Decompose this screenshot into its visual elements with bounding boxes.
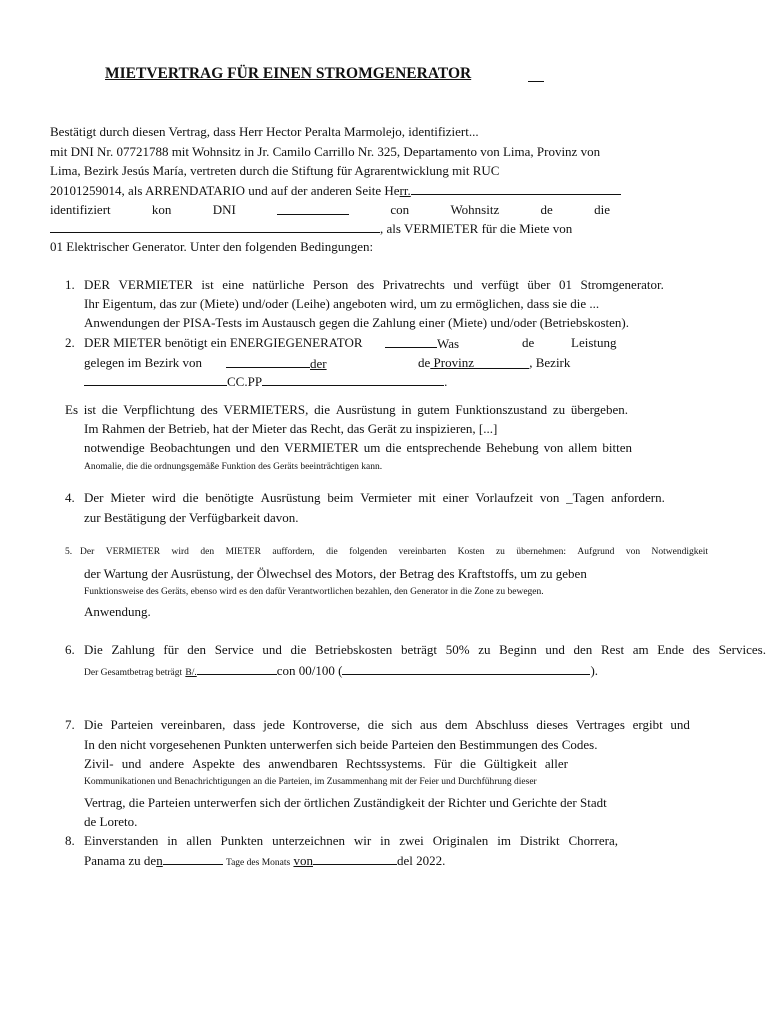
lessor-address-field[interactable] <box>50 220 380 233</box>
clause-7-line-2: In den nicht vorgesehenen Punkten unterwerfen sich beide Parteien den Bestimmungen des Codes. <box>84 737 598 752</box>
c4w5: Ausrüstung <box>260 490 321 505</box>
c3b1: Beobachtungen <box>149 440 231 455</box>
c1w2: ist <box>201 277 214 292</box>
c3w11: zu <box>552 402 566 417</box>
c5w0: Der <box>80 547 95 557</box>
w-con: con <box>390 202 410 217</box>
clause-2-line-1b <box>385 335 459 352</box>
c6-total-label: Der Gesamtbetrag beträgt <box>84 668 183 678</box>
c6w13: den <box>573 642 593 657</box>
clause-4-line-2: zur Bestätigung der Verfügbarkeit davon. <box>84 510 299 525</box>
w-de: de <box>540 202 553 217</box>
clause-7-line-1 <box>84 717 690 733</box>
c1w1: VERMIETER <box>118 277 193 292</box>
c2-ccpp: CC.PP <box>227 374 263 389</box>
clause-5-line-3: Funktionsweise des Geräts, ebenso wird es den dafür Verantwortlichen bezahlen, den Generator in die Zone zu bewegen. <box>84 587 544 597</box>
clause-2-line-2c <box>418 355 570 371</box>
c7w13: ergibt <box>632 717 663 732</box>
c3w12: übergeben. <box>570 402 628 417</box>
c5w14: Notwendigkeit <box>651 547 708 557</box>
c7w14: und <box>670 717 690 732</box>
c8w2: allen <box>186 833 212 848</box>
c7w3: dass <box>233 717 256 732</box>
c5w11: übernehmen: <box>516 547 566 557</box>
c7w1: Parteien <box>110 717 154 732</box>
c1w11: 01 <box>558 277 572 292</box>
c3b8: Behebung <box>485 440 539 455</box>
c3b5: um <box>363 440 381 455</box>
c4w6: beim <box>327 490 354 505</box>
c7w9: dem <box>445 717 468 732</box>
clause-7-line-6: de Loreto. <box>84 814 138 829</box>
ccpp-field[interactable] <box>262 373 444 386</box>
c4w13: anfordern. <box>611 490 665 505</box>
c5w7: folgenden <box>349 547 388 557</box>
clause-1-number: 1. <box>65 277 75 292</box>
c7w12: Vertrages <box>575 717 625 732</box>
c7b5: anwendbaren <box>268 756 338 771</box>
c3w9: gutem <box>417 402 450 417</box>
clause-8-number: 8. <box>65 833 75 848</box>
c3w2: die <box>101 402 118 417</box>
c4w4: benötigte <box>205 490 254 505</box>
c5w4: MIETER <box>225 547 261 557</box>
c7w10: Abschluss <box>475 717 529 732</box>
clause-2-line-1a: DER MIETER benötigt ein ENERGIEGENERATOR <box>84 335 363 350</box>
c1w4: natürliche <box>252 277 305 292</box>
c8-panama: Panama zu de <box>84 853 157 868</box>
c7w8: aus <box>420 717 438 732</box>
c8-year: del 2022. <box>396 853 446 868</box>
clause-5-number: 5. <box>65 547 73 557</box>
lessor-name-field[interactable] <box>411 182 621 195</box>
c3b3: den <box>260 440 280 455</box>
c7w0: Die <box>84 717 103 732</box>
c7b8: die <box>460 756 476 771</box>
c1w6: des <box>356 277 375 292</box>
c5w10: zu <box>495 547 505 557</box>
c3b11: bitten <box>602 440 632 455</box>
c6w16: Ende <box>657 642 684 657</box>
c8w1: in <box>167 833 178 848</box>
clause-1-line-3: Anwendungen der PISA-Tests im Austausch gegen die Zahlung einer (Miete) und/oder (Betriebskosten). <box>84 315 629 330</box>
c6w9: 50% <box>445 642 470 657</box>
c2-was: Was <box>437 336 460 351</box>
clause-6-number: 6. <box>65 642 75 657</box>
c7w7: sich <box>391 717 413 732</box>
c6w15: am <box>632 642 649 657</box>
c3b6: die <box>385 440 402 455</box>
c8w3: Punkten <box>220 833 264 848</box>
clause-8-line-2 <box>84 852 445 869</box>
c7w2: vereinbaren, <box>160 717 226 732</box>
clause-2-de: de <box>522 335 535 350</box>
clause-8-line-1 <box>84 833 618 849</box>
c4w0: Der <box>84 490 104 505</box>
lessor-dni-field[interactable] <box>277 202 349 215</box>
c8w0: Einverstanden <box>84 833 159 848</box>
c5w8: vereinbarten <box>398 547 447 557</box>
clause-7-number: 7. <box>65 717 75 732</box>
clause-2-line-2a: gelegen im Bezirk von <box>84 355 203 370</box>
clause-3-line-3 <box>84 440 632 456</box>
c5w13: von <box>625 547 641 557</box>
c6w6: die <box>290 642 307 657</box>
total-amount-field[interactable] <box>197 662 277 675</box>
generator-model-field[interactable] <box>385 335 437 348</box>
intro-line-4 <box>50 182 621 199</box>
c7w11: dieses <box>536 717 569 732</box>
clause-6-line-1 <box>84 642 766 658</box>
c3w8: in <box>401 402 412 417</box>
c3w10: Funktionszustand <box>455 402 548 417</box>
c3b9: von <box>543 440 564 455</box>
clause-5-line-1 <box>80 546 708 558</box>
c6w18: Services. <box>718 642 766 657</box>
c7b9: Gültigkeit <box>484 756 537 771</box>
c3w4: des <box>200 402 218 417</box>
intro-line-6-text: , als VERMIETER für die Miete von <box>380 221 573 236</box>
clause-1-line-1 <box>84 277 664 293</box>
day-field[interactable] <box>163 852 223 865</box>
c6w7: Betriebskosten <box>315 642 393 657</box>
c6w17: des <box>692 642 710 657</box>
intro-line-3-text: Lima, Bezirk Jesús María, vertreten durch die Stiftung für Agrarentwicklung mit RUC <box>50 163 500 178</box>
intro-line-6 <box>50 220 572 237</box>
c7b1: und <box>121 756 142 771</box>
c6w11: Beginn <box>499 642 537 657</box>
c3w3: Verpflichtung <box>123 402 195 417</box>
c6w2: für <box>163 642 179 657</box>
c8w10: Distrikt <box>519 833 560 848</box>
c7w4: jede <box>263 717 285 732</box>
c6-close: ). <box>590 663 599 678</box>
c3w0: Es <box>65 402 78 417</box>
c3w1: ist <box>83 402 96 417</box>
c8w6: in <box>380 833 391 848</box>
c8w9: im <box>497 833 511 848</box>
c1w5: Person <box>312 277 349 292</box>
c6w14: Rest <box>600 642 625 657</box>
c1w10: über <box>527 277 551 292</box>
amount-in-words-field[interactable] <box>342 662 590 675</box>
c7b6: Rechtssystems. <box>345 756 426 771</box>
clause-5-line-2: der Wartung der Ausrüstung, der Ölwechsel des Motors, der Betrag des Kraftstoffs, um zu geben <box>84 566 587 581</box>
c1w3: eine <box>222 277 244 292</box>
c4w9: einer <box>442 490 469 505</box>
month-field[interactable] <box>313 852 397 865</box>
c1w8: und <box>453 277 473 292</box>
c8w7: zwei <box>399 833 424 848</box>
c4w11: von <box>539 490 560 505</box>
c8w5: wir <box>353 833 372 848</box>
clause-6-line-2 <box>84 662 598 679</box>
c6-currency: B/. <box>185 668 197 678</box>
c8-von: von <box>293 853 313 868</box>
c3b0: notwendige <box>84 440 145 455</box>
clause-3-line-2: Im Rahmen der Betrieb, hat der Mieter das Recht, das Gerät zu inspizieren, [...] <box>84 421 498 436</box>
clause-4-line-1 <box>84 490 665 506</box>
intro-line-4-rr: rr. <box>399 183 411 198</box>
title-underline-tail <box>528 66 544 82</box>
intro-line-4-text: 20101259014, als ARRENDATARIO und auf der anderen Seite He <box>50 183 400 198</box>
district-field[interactable] <box>226 355 310 368</box>
w-dni: DNI <box>212 202 236 217</box>
c5w3: den <box>200 547 215 557</box>
c1w0: DER <box>84 277 110 292</box>
clause-4-number: 4. <box>65 490 75 505</box>
days-field[interactable]: _Tagen <box>566 490 605 505</box>
c4w10: Vorlaufzeit <box>475 490 533 505</box>
c3b2: und <box>235 440 256 455</box>
c7b0: Zivil- <box>84 756 114 771</box>
c4w1: Mieter <box>110 490 146 505</box>
c2-de2: de <box>418 355 431 370</box>
c8w4: unterzeichnen <box>272 833 345 848</box>
c6w10: zu <box>478 642 491 657</box>
clause-2-number: 2. <box>65 335 75 350</box>
intro-line-2-text: mit DNI Nr. 07721788 mit Wohnsitz in Jr. Camilo Carrillo Nr. 325, Departamento von Lima, Provinz von <box>50 144 601 159</box>
bezirk-field[interactable] <box>84 373 227 386</box>
c5w2: wird <box>171 547 189 557</box>
c2-der: der <box>310 356 327 371</box>
c3b10: allem <box>568 440 598 455</box>
c2-dot: . <box>444 374 448 389</box>
w-wohnsitz: Wohnsitz <box>450 202 500 217</box>
c4w2: wird <box>151 490 176 505</box>
c6w8: beträgt <box>400 642 438 657</box>
intro-line-7: 01 Elektrischer Generator. Unter den folgenden Bedingungen: <box>50 239 374 254</box>
c5w5: auffordern, <box>272 547 315 557</box>
c2-provinz: Provinz <box>433 355 474 370</box>
c4w3: die <box>182 490 199 505</box>
c1w12: Stromgenerator. <box>580 277 664 292</box>
c5w12: Aufgrund <box>577 547 615 557</box>
intro-line-1: Bestätigt durch diesen Vertrag, dass Herr Hector Peralta Marmolejo, identifiziert... <box>50 124 479 139</box>
clause-3-line-4: Anomalie, die die ordnungsgemäße Funktion des Geräts beeinträchtigen kann. <box>84 462 383 472</box>
w-kon: kon <box>151 202 172 217</box>
c7b4: des <box>242 756 261 771</box>
c3b4: VERMIETER <box>284 440 359 455</box>
c6w12: und <box>545 642 565 657</box>
intro-line-5 <box>50 202 610 218</box>
c8-tage: Tage des Monats <box>225 858 291 868</box>
clause-2-leistung: Leistung <box>571 335 617 350</box>
c2-bezirk: , Bezirk <box>529 355 571 370</box>
w-die: die <box>594 202 610 217</box>
c6w1: Zahlung <box>111 642 155 657</box>
c3w5: VERMIETERS, <box>223 402 309 417</box>
c8w8: Originalen <box>432 833 489 848</box>
w-identifiziert: identifiziert <box>50 202 111 217</box>
c1w7: Privatrechts <box>382 277 445 292</box>
c6-con: con 00/100 ( <box>276 663 343 678</box>
c4w8: mit <box>418 490 436 505</box>
c6w5: und <box>262 642 282 657</box>
clause-2-line-2b <box>226 355 327 372</box>
clause-3-line-1 <box>65 402 628 418</box>
c8w11: Chorrera, <box>568 833 618 848</box>
c7b3: Aspekte <box>192 756 235 771</box>
document-title: MIETVERTRAG FÜR EINEN STROMGENERATOR <box>105 65 472 82</box>
c7b10: aller <box>544 756 568 771</box>
c1w9: verfügt <box>481 277 519 292</box>
c6w0: Die <box>84 642 103 657</box>
clause-7-line-4: Kommunikationen und Benachrichtigungen an die Parteien, im Zusammenhang mit der Feier und Durchführung dieser <box>84 777 537 787</box>
intro-line-3 <box>50 163 538 179</box>
c4w7: Vermieter <box>360 490 412 505</box>
province-field[interactable] <box>430 355 529 370</box>
c5w1: VERMIETER <box>105 547 161 557</box>
clause-5-line-4: Anwendung. <box>84 604 151 619</box>
c7w5: Kontroverse, <box>292 717 361 732</box>
clause-7-line-5: Vertrag, die Parteien unterwerfen sich der örtlichen Zuständigkeit der Richter und Gerichte der Stadt <box>84 795 607 810</box>
c5w6: die <box>326 547 338 557</box>
clause-7-line-3 <box>84 756 568 772</box>
c6w3: den <box>187 642 207 657</box>
c3w7: Ausrüstung <box>335 402 396 417</box>
c7b2: andere <box>149 756 185 771</box>
c7w6: die <box>367 717 384 732</box>
clause-2-line-3 <box>84 373 447 390</box>
c5w9: Kosten <box>457 547 485 557</box>
c7b7: Für <box>433 756 452 771</box>
c3b7: entsprechende <box>406 440 481 455</box>
c6w4: Service <box>214 642 254 657</box>
clause-1-line-2: Ihr Eigentum, das zur (Miete) und/oder (Leihe) angeboten wird, um zu ermöglichen, dass sie die ... <box>84 296 600 311</box>
c3w6: die <box>314 402 330 417</box>
intro-line-2 <box>50 144 608 160</box>
c8-n: n <box>156 853 163 868</box>
